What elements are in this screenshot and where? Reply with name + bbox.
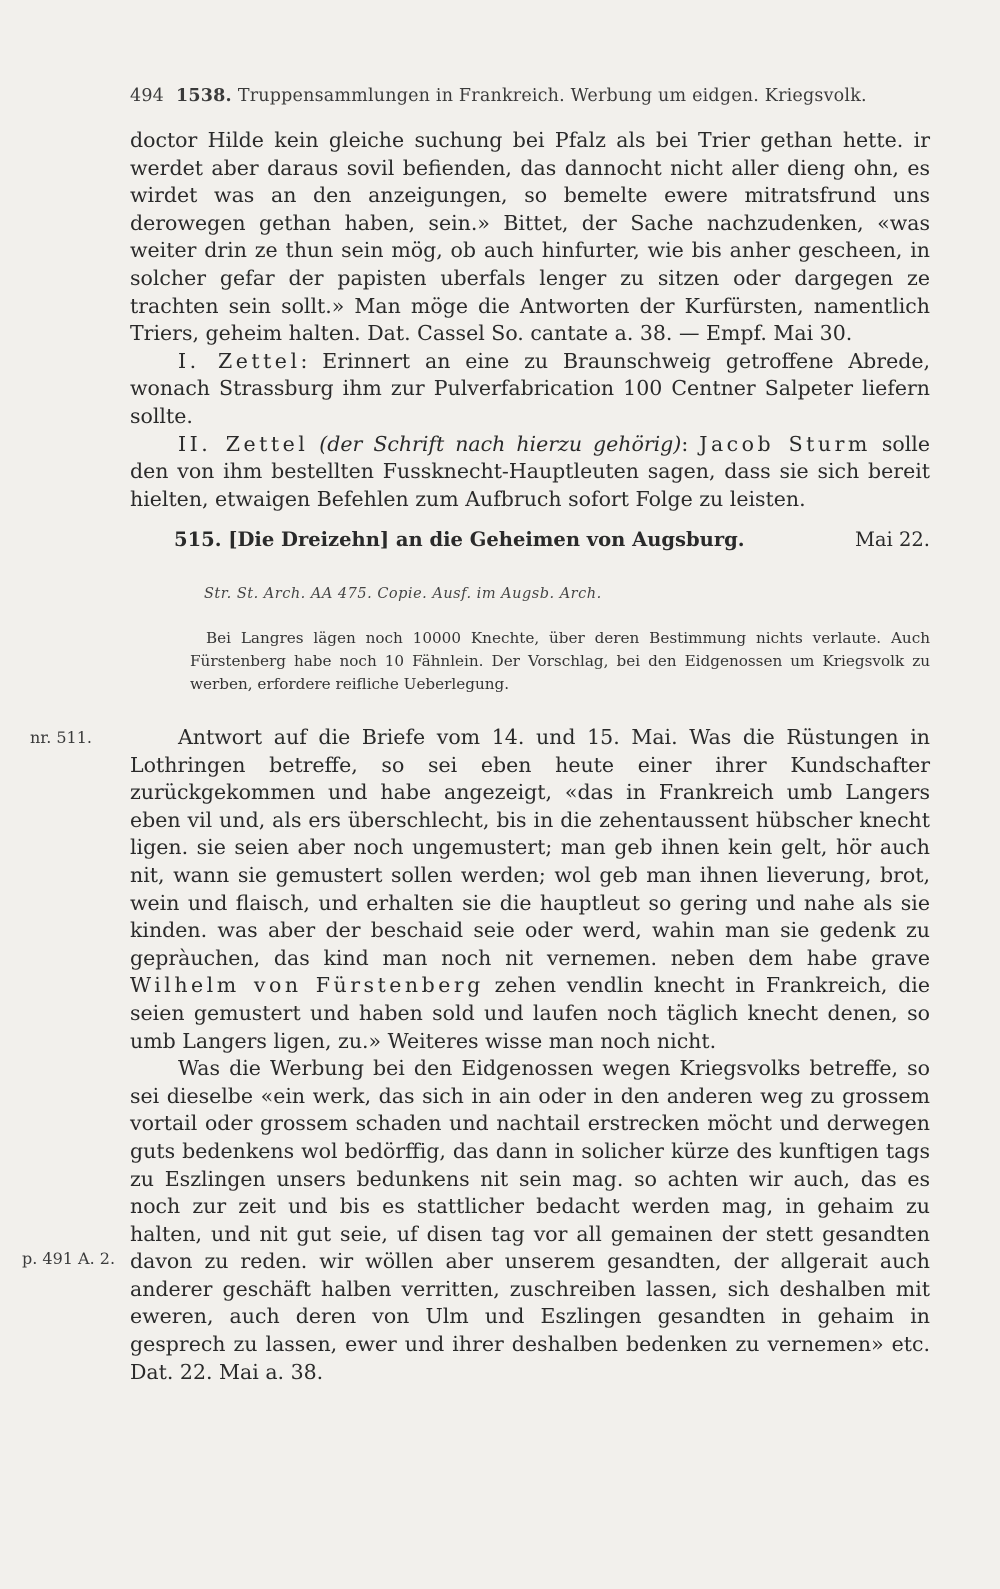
margin-ref-p-491: p. 491 A. 2. bbox=[22, 1249, 116, 1268]
entry-summary bbox=[190, 627, 930, 696]
main-text-block bbox=[130, 724, 930, 1386]
entry-source: Str. St. Arch. AA 475. Copie. Ausf. im Augsb. Arch. bbox=[204, 586, 602, 602]
entry-heading bbox=[174, 528, 930, 551]
zettel-two-name: Jacob Sturm bbox=[699, 431, 871, 456]
header-title: Truppensammlungen in Frankreich. Werbung um eidgen. Kriegsvolk. bbox=[237, 86, 867, 106]
zettel-one bbox=[130, 348, 930, 431]
zettel-two bbox=[130, 431, 930, 514]
zettel-one-label: I. Zettel bbox=[178, 348, 301, 373]
zettel-two-text: solle den von ihm bestellten Fussknecht-Hauptleuten sagen, dass sie sich bereit hielten, etwaigen Befehlen zum Aufbruch sofort Folge zu leisten. bbox=[130, 431, 930, 511]
main-p1-before: Antwort auf die Briefe vom 14. und 15. Mai. Was die Rüstungen in Lothringen betreffe, so sei eben heute einer ihrer Kundschafter zurückgekommen und habe angezeigt, «das in Frankreich umb Langers eben vil und, als ers überschlecht, bis in die zehentaussent hübscher knecht ligen. sie seien aber noch ungemustert; man geb ihnen kein gelt, hör auch nit, wann sie gemustert sollen werden; wol geb man ihnen lieverung, brot, wein und flaisch, und erhalten sie die hauptleut so gering und nahe als sie kinden. was aber der beschaid seie oder werd, wahin man sie gedenk zu gepràuchen, das kind man noch nit vernemen. neben dem habe grave bbox=[130, 725, 930, 970]
header-year: 1538. bbox=[176, 86, 232, 106]
zettel-two-label: II. Zettel bbox=[178, 431, 309, 456]
top-text-block bbox=[130, 127, 930, 513]
main-paragraph-one bbox=[130, 724, 930, 1055]
page-number: 494 bbox=[130, 86, 165, 106]
paragraph-continuation: doctor Hilde kein gleiche suchung bei Pfalz als bei Trier gethan hette. ir werdet aber daraus sovil befienden, das dannocht nicht aller dieng ohn, es wirdet was an den anzeigungen, so bemelte ewere mitratsfrund uns derowegen gethan haben, sein.» Bittet, der Sache nachzudenken, «was weiter drin ze thun sein mög, ob auch hinfurter, wie bis anher gescheen, in solcher gefar der papisten uberfals lenger zu sitzen oder dargegen ze trachten sein sollt.» Man möge die Antworten der Kurfürsten, namentlich Triers, geheim halten. Dat. Cassel So. cantate a. 38. — Empf. Mai 30. bbox=[130, 128, 930, 346]
entry-title: [Die Dreizehn] an die Geheimen von Augsburg. bbox=[228, 528, 745, 551]
entry-number: 515. bbox=[174, 528, 222, 551]
zettel-one-text: : Erinnert an eine zu Braunschweig getroffene Abrede, wonach Strassburg ihm zur Pulverfabrication 100 Centner Salpeter liefern sollte. bbox=[130, 348, 931, 428]
main-paragraph-two: Was die Werbung bei den Eidgenossen wegen Kriegsvolks betreffe, so sei dieselbe «ein werk, das sich in ain oder in den anderen weg zu grossem vortail oder grossem schaden und nachtail erstrecken möcht und derwegen guts bedenkens wol bedörffig, das dann in solicher kürze des kunftigen tags zu Eszlingen unsers bedunkens nit sein mag. so achten wir auch, das es noch zur zeit und bis es stattlicher bedacht werden mag, in gehaim zu halten, und nit gut seie, uf disen tag vor all gemainen der stett gesandten davon zu reden. wir wöllen aber unserem gesandten, der allgerait auch anderer geschäft halben verritten, zuschreiben lassen, sich deshalben mit eweren, auch deren von Ulm und Eszlingen gesandten in gehaim in gesprech zu lassen, ewer und ihrer deshalben bedenken zu vernemen» etc. Dat. 22. Mai a. 38. bbox=[130, 1056, 930, 1384]
entry-date: Mai 22. bbox=[854, 528, 930, 551]
entry-summary-text: Bei Langres lägen noch 10000 Knechte, über deren Bestimmung nichts verlaute. Auch Fürstenberg habe noch 10 Fähnlein. Der Vorschlag, bei den Eidgenossen um Kriegsvolk zu werben, erfordere reifliche Ueberlegung. bbox=[190, 629, 930, 693]
zettel-two-colon: : bbox=[681, 431, 689, 456]
zettel-two-paren: (der Schrift nach hierzu gehörig) bbox=[319, 431, 682, 456]
main-p1-name: Wilhelm von Fürstenberg bbox=[130, 973, 484, 998]
margin-ref-nr-511: nr. 511. bbox=[30, 728, 92, 747]
main-p1-after: zehen vendlin knecht in Frankreich, die seien gemustert und haben sold und laufen noch täglich knecht denen, so umb Langers ligen, zu.» Weiteres wisse man noch nicht. bbox=[130, 973, 930, 1053]
running-header bbox=[130, 86, 930, 106]
